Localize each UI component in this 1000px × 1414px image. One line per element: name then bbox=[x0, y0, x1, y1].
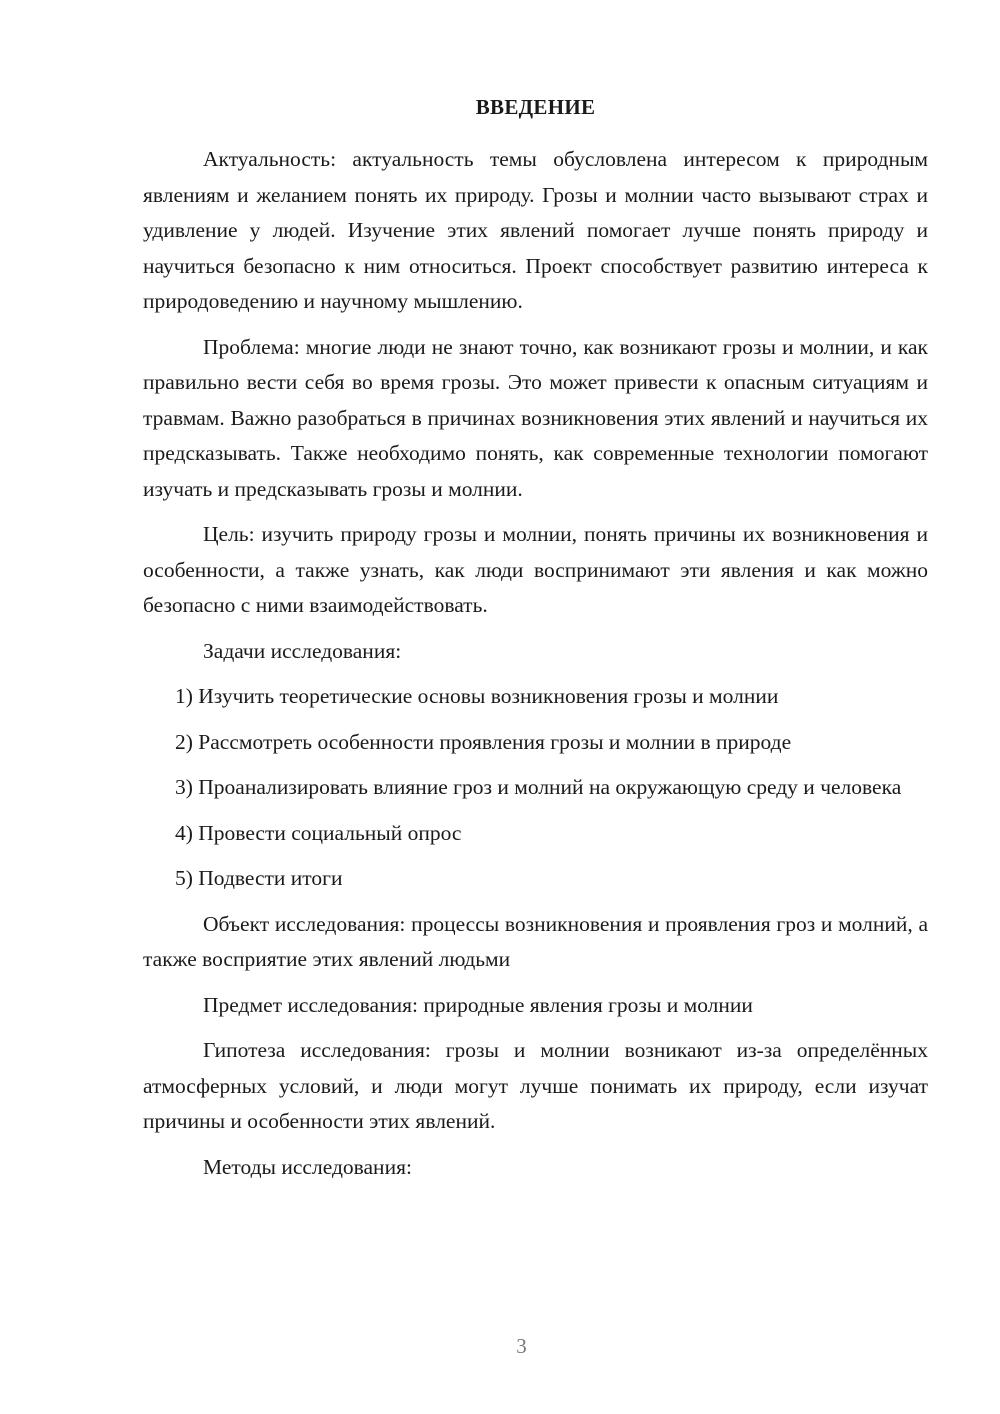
paragraph-subject: Предмет исследования: природные явления грозы и молнии bbox=[203, 992, 753, 1017]
task-item-2: 2) Рассмотреть особенности проявления грозы и молнии в природе bbox=[175, 729, 792, 754]
paragraph-tasks-heading: Задачи исследования: bbox=[203, 638, 402, 663]
document-body bbox=[143, 142, 928, 1195]
paragraph-relevance: Актуальность: актуальность темы обусловлена интересом к природным явлениям и желанием понять их природу. Грозы и молнии часто вызывают страх и удивление у людей. Изучение этих явлений помогает лучше понять природу и научиться безопасно к ним относиться. Проект способствует развитию интереса к природоведению и научному мышлению. bbox=[143, 147, 928, 313]
task-item-4: 4) Провести социальный опрос bbox=[175, 820, 462, 845]
task-item-3: 3) Проанализировать влияние гроз и молний на окружающую среду и человека bbox=[175, 775, 902, 799]
document-page bbox=[143, 0, 928, 1414]
paragraph-methods: Методы исследования: bbox=[203, 1154, 412, 1179]
paragraph-problem: Проблема: многие люди не знают точно, как возникают грозы и молнии, и как правильно вести себя во время грозы. Это может привести к опасным ситуациям и травмам. Важно разобраться в причинах возникновения этих явлений и научиться их предсказывать. Также необходимо понять, как современные технологии помогают изучать и предсказывать грозы и молнии. bbox=[143, 334, 928, 501]
paragraph-goal: Цель: изучить природу грозы и молнии, понять причины их возникновения и особенности, а также узнать, как люди воспринимают эти явления и как можно безопасно с ними взаимодействовать. bbox=[143, 522, 928, 617]
task-item-5: 5) Подвести итоги bbox=[175, 866, 343, 890]
paragraph-hypothesis: Гипотеза исследования: грозы и молнии возникают из-за определённых атмосферных условий, и люди могут лучше понимать их природу, если изучат причины и особенности этих явлений. bbox=[143, 1038, 928, 1133]
task-item-1: 1) Изучить теоретические основы возникновения грозы и молнии bbox=[175, 684, 779, 708]
page-number: 3 bbox=[516, 1334, 527, 1358]
page-title: ВВЕДЕНИЕ bbox=[475, 95, 596, 119]
paragraph-object: Объект исследования: процессы возникновения и проявления гроз и молний, а также восприятие этих явлений людьми bbox=[143, 911, 928, 971]
